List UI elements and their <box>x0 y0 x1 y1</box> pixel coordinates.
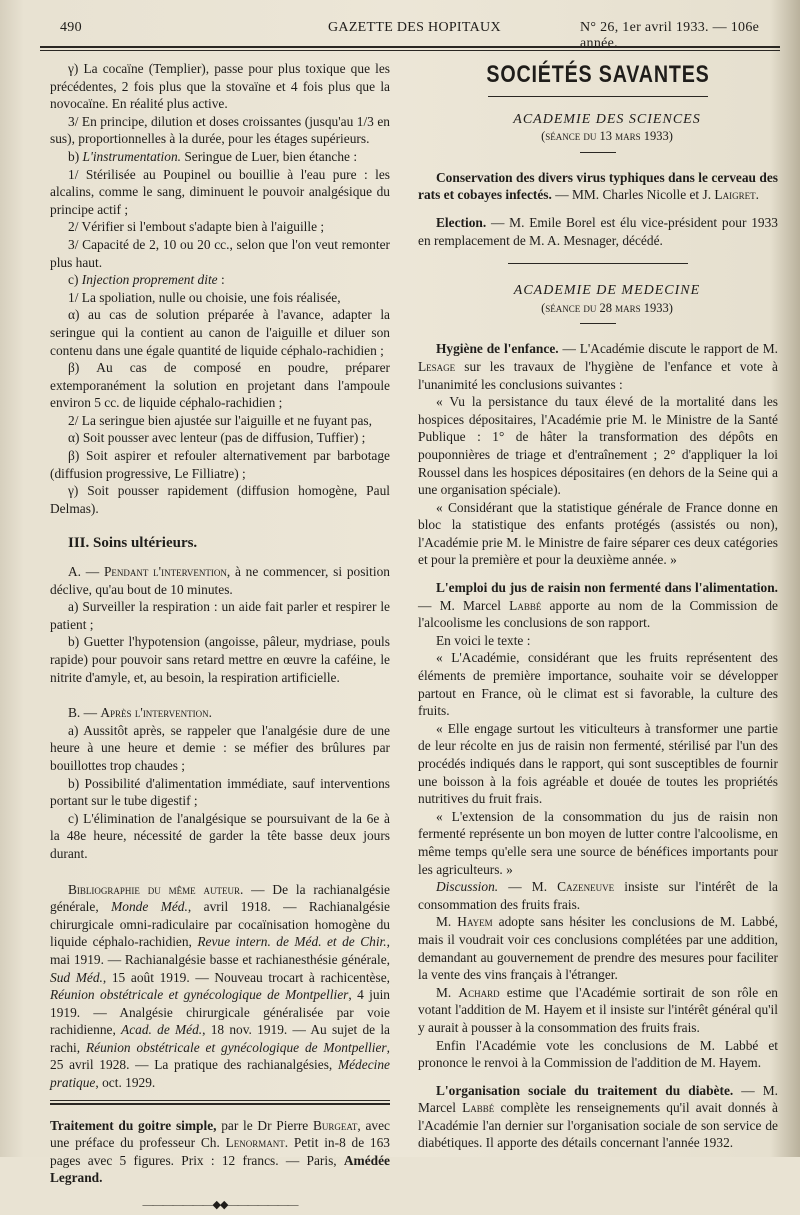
bibliography: Bibliographie du même auteur. — De la rachianalgésie générale, Monde Méd., avril 1918. — Rachianalgésie chirurgicale omni-radiculaire par cocaïnisation homogène du liquide céphalo-rachidien, Revue intern. de Méd. et de Chir., mai 1919. — Rachianalgésie basse et rachianesthésie générale, Sud Méd., 15 août 1919. — Nouveau trocart à rachicentèse, Réunion obstétricale et gynécologique de Montpellier, 4 juin 1919. — Analgésie chirurgicale généralisée par voie rachidienne, Acad. de Méd., 18 nov. 1919. — Au sujet de la rachi, Réunion obstétricale et gynécologique de Montpellier, 25 avril 1928. — La pratique des rachianalgésies, Médecine pratique, oct. 1929. <box>50 881 391 1091</box>
tail-ornament: ———————◆◆——————— <box>142 1199 298 1212</box>
paragraph: M. Hayem adopte sans hésiter les conclusions de M. Labbé, mais il voudrait voir ces conclusions complétées par une addition, demandant au gouvernement de prendre des mesures pour faciliter la vente des vins français à l'étranger. <box>418 914 778 983</box>
paragraph: b) Possibilité d'alimentation immédiate, sauf interventions portant sur le tube digestif ; <box>50 775 390 809</box>
paragraph: Election. — M. Emile Borel est élu vice-président pour 1933 en remplacement de M. A. Mesnager, décédé. <box>418 214 778 248</box>
session-date: (séance du 13 mars 1933) <box>541 129 673 144</box>
short-rule <box>580 152 616 153</box>
academy-heading: ACADEMIE DE MEDECINE <box>513 283 701 299</box>
paragraph: β) Soit aspirer et refouler alternativement par barbotage (diffusion progressive, Le Filliatre) ; <box>50 448 390 481</box>
paragraph: Conservation des divers virus typhiques dans le cerveau des rats et cobayes infectés. — MM. Charles Nicolle et J. Laigret. <box>418 169 778 203</box>
paragraph: L'emploi du jus de raisin non fermenté dans l'alimentation. — M. Marcel Labbé apporte au nom de la Commission de l'alcoolisme les conclusions de son rapport. <box>418 580 779 631</box>
paragraph: « Considérant que la statistique générale de France donne en bloc la statistique des enfants protégés (assistés ou non), l'Académie prie M. le Ministre de faire séparer ces deux catégories et pour la première et pour la deuxième année. » <box>418 499 778 568</box>
paragraph: b) L'instrumentation. Seringue de Luer, bien étanche : <box>68 148 358 164</box>
paragraph: L'organisation sociale du traitement du diabète. — M. Marcel Labbé complète les renseignements qu'il avait donnés à l'Académie l'an dernier sur l'organisation sociale de son service de diabétiques. Il apporte des détails concernant l'année 1932. <box>418 1082 779 1151</box>
header-rule <box>40 46 780 48</box>
paragraph: γ) Soit pousser rapidement (diffusion homogène, Paul Delmas). <box>50 483 390 516</box>
page-header <box>38 18 778 51</box>
paragraph: γ) La cocaïne (Templier), passe pour plus toxique que les précédentes, 2 fois plus que la stovaïne et 4 fois plus que la novocaïne. En réalité plus active. <box>50 61 390 112</box>
session-date: (séance du 28 mars 1933) <box>541 300 673 315</box>
paragraph: 1/ La spoliation, nulle ou choisie, une fois réalisée, <box>68 289 341 305</box>
paragraph: β) Au cas de composé en poudre, préparer extemporanément la solution en projetant dans l'ampoule environ 5 cc. de liquide céphalo-rachidien ; <box>50 360 390 411</box>
section-rule-double <box>50 1103 390 1105</box>
paragraph: b) Guetter l'hypotension (angoisse, pâleur, mydriase, pouls rapide) pour pouvoir sans retard mettre en œuvre la caféine, le nitrite d'amyle, et, au besoin, la respiration artificielle. <box>50 634 390 685</box>
academy-heading: ACADEMIE DES SCIENCES <box>513 111 701 127</box>
book-notice: Traitement du goitre simple, par le Dr Pierre Burgeat, avec une préface du professeur Ch. Lenormant. Petit in-8 de 163 pages avec 5 figures. Prix : 12 francs. — Paris, Amédée Legrand. <box>50 1117 390 1186</box>
title-rule <box>488 96 708 97</box>
left-column <box>50 60 390 1215</box>
paragraph: M. Achard estime que l'Académie sortirait de son rôle en votant l'addition de M. Hayem et il insiste sur l'intérêt général qu'il y aurait à pousser à la consommation des fruits frais. <box>418 984 778 1035</box>
paragraph: « L'Académie, considérant que les fruits représentent des éléments de première importance, souhaite voir se développer partout en France, où le climat est si favorable, la culture des fruits. <box>418 650 778 719</box>
paragraph: Enfin l'Académie vote les conclusions de M. Labbé et prononce le renvoi à la Commission de l'addition de M. Hayem. <box>418 1037 778 1071</box>
publication-title: GAZETTE DES HOPITAUX <box>328 20 501 35</box>
issue-info: N° 26, 1er avril 1933. — 106e année. <box>580 20 760 51</box>
paragraph: Discussion. — M. Cazeneuve insiste sur l'intérêt de la consommation des fruits frais. <box>418 879 778 912</box>
section-rule <box>50 1100 390 1101</box>
paragraph: 3/ Capacité de 2, 10 ou 20 cc., selon que l'on veut remonter plus haut. <box>50 236 390 270</box>
paragraph: Hygiène de l'enfance. — L'Académie discute le rapport de M. Lesage sur les travaux de l'hygiène de l'enfance et vote à l'unanimité les conclusions suivantes : <box>418 341 778 392</box>
paragraph: a) Surveiller la respiration : un aide fait parler et respirer le patient ; <box>50 599 390 632</box>
paragraph: c) Injection proprement dite : <box>68 272 225 288</box>
paragraph: 2/ La seringue bien ajustée sur l'aiguille et ne fuyant pas, <box>68 412 372 428</box>
paragraph: 3/ En principe, dilution et doses croissantes (jusqu'au 1/3 en sus), proportionnelles à la durée, pour les étages supérieurs. <box>50 113 390 147</box>
page-number: 490 <box>60 20 82 35</box>
paragraph: « Elle engage surtout les viticulteurs à transformer une partie de leur récolte en jus de raisin non fermenté, stérilisé par l'un des procédés indiqués dans le rapport, qui sont susceptibles de fournir une boisson à la fois agréable et douée de toutes les propriétés nutritives du fruit frais. <box>418 720 778 807</box>
paragraph: « L'extension de la consommation du jus de raisin non fermenté représente un bon moyen de lutter contre l'alcoolisme, en même temps qu'elle sera une source de bénéfices importants pour les agriculteurs. » <box>418 808 778 877</box>
paragraph: a) Aussitôt après, se rappeler que l'analgésie dure de une heure à une heure et demie : se méfier des brûlures par bouillottes trop chaudes ; <box>50 722 390 773</box>
paragraph: 1/ Stérilisée au Poupinel ou bouillie à l'eau pure : les alcalins, comme le sang, diminuent le pouvoir analgésique du principe actif ; <box>50 166 390 217</box>
section-rule <box>508 263 688 264</box>
paragraph: α) Soit pousser avec lenteur (pas de diffusion, Tuffier) ; <box>68 430 366 446</box>
short-rule <box>580 323 616 324</box>
section-title: SOCIÉTÉS SAVANTES <box>486 61 710 88</box>
right-column <box>418 60 778 1152</box>
paragraph: α) au cas de solution préparée à l'avance, adapter la seringue qui la contient au canon de l'aiguille et diluer son contenu dans une égale quantité de liquide céphalo-rachidien ; <box>50 307 390 358</box>
paragraph: c) L'élimination de l'analgésique se poursuivant de la 6e à la 48e heure, nécessité de garder la tête basse deux jours durant. <box>50 810 390 861</box>
paragraph: B. — Après l'intervention. <box>68 705 212 721</box>
paragraph: A. — Pendant l'intervention, à ne commencer, si position déclive, qu'au bout de 10 minutes. <box>50 564 390 597</box>
paragraph: 2/ Vérifier si l'embout s'adapte bien à l'aiguille ; <box>68 219 325 235</box>
paragraph: En voici le texte : <box>436 632 531 648</box>
section-heading: III. Soins ultérieurs. <box>68 535 198 552</box>
paragraph: « Vu la persistance du taux élevé de la mortalité dans les hospices dépositaires, l'Académie prie M. le Ministre de la Santé Publique : 1° de hâter la transformation des dépôts en pouponnières de triage et d'entraînement ; 2° d'appliquer la loi Roussel dans les hospices dépositaires (en dehors de la Seine qui a une organisation spéciale). <box>418 394 778 498</box>
header-rule-thin <box>40 50 780 51</box>
